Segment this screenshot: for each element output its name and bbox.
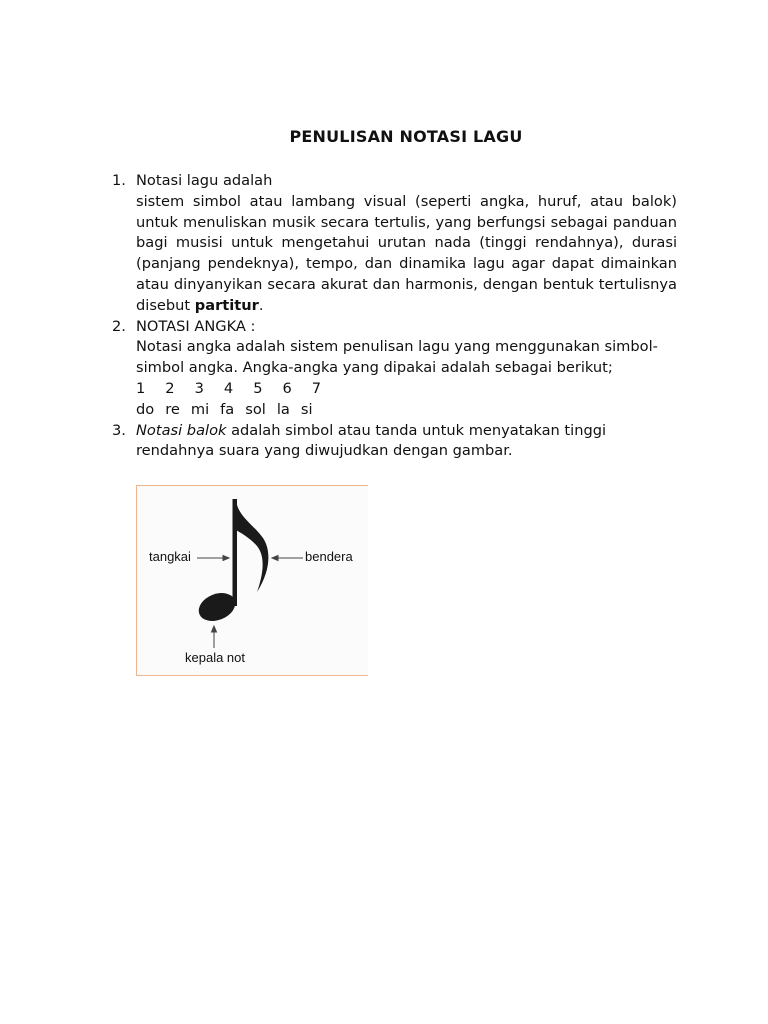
numbered-list: [111, 171, 677, 462]
item-body: [136, 421, 677, 463]
list-number: 1.: [112, 172, 126, 189]
note-flag-shape: [236, 499, 268, 592]
list-item-3: [111, 421, 677, 463]
stem-label: tangkai: [149, 549, 191, 564]
list-item-1: [111, 171, 677, 317]
solfa-row: [136, 400, 677, 421]
solfa-syllable: sol: [245, 400, 266, 418]
flag-label: bendera: [305, 549, 353, 564]
flag-arrow-head: [272, 556, 278, 561]
number-row: [136, 379, 677, 400]
item-body: Notasi angka adalah sistem penulisan lagu yang menggunakan simbol-simbol angka. Angka-angka yang dipakai adalah sebagai berikut;: [136, 338, 658, 377]
bold-term: partitur: [194, 296, 259, 314]
stem-arrow-head: [223, 556, 229, 561]
number-symbol: 1: [136, 379, 146, 397]
solfa-syllable: do: [136, 400, 155, 418]
number-symbol: 5: [253, 379, 263, 397]
solfa-syllable: mi: [190, 400, 210, 418]
number-symbol: 3: [194, 379, 204, 397]
solfa-syllable: fa: [220, 400, 235, 418]
number-symbol: 6: [282, 379, 292, 397]
number-symbol: 7: [311, 379, 322, 397]
head-label: kepala not: [185, 650, 245, 665]
list-number: 3.: [112, 421, 126, 439]
item-heading: NOTASI ANGKA :: [136, 317, 256, 335]
solfa-syllable: re: [165, 400, 180, 418]
eighth-note-illustration: [137, 486, 369, 677]
page-title: PENULISAN NOTASI LAGU: [289, 127, 523, 146]
solfa-syllable: si: [300, 400, 313, 418]
note-diagram: [136, 485, 368, 676]
body-text: adalah simbol atau tanda untuk menyatakan tinggi rendahnya suara yang diwujudkan dengan gambar.: [136, 421, 607, 460]
list-number: 2.: [112, 317, 126, 335]
list-item-2: [111, 317, 677, 421]
head-arrow-head: [212, 626, 217, 632]
number-symbol: 2: [165, 379, 175, 397]
solfa-syllable: la: [276, 400, 290, 418]
number-symbol: 4: [223, 379, 234, 397]
italic-term: Notasi balok: [136, 421, 227, 439]
body-text: sistem simbol atau lambang visual (seperti angka, huruf, atau balok) untuk menuliskan musik secara tertulis, yang berfungsi sebagai panduan bagi musisi untuk mengetahui urutan nada (tinggi rendahnya), durasi (panjang pendeknya), tempo, dan dinamika lagu agar dapat dimainkan atau dinyanyikan secara akurat dan harmonis, dengan bentuk tertulisnya disebut: [136, 192, 677, 314]
item-heading: Notasi lagu adalah: [136, 172, 273, 189]
item-body: [136, 192, 677, 317]
body-text-end: .: [258, 296, 264, 314]
